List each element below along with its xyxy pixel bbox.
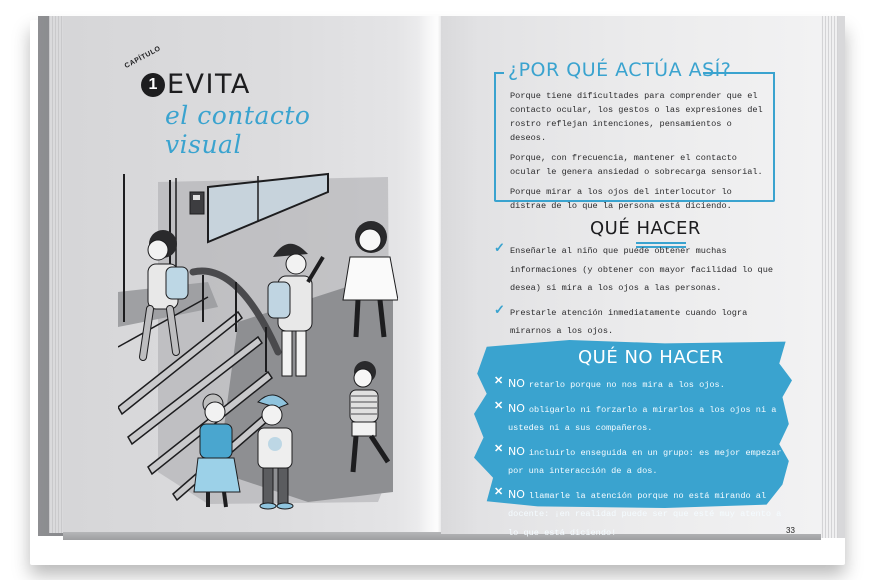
dont-list-item	[494, 399, 784, 436]
school-stairs-illustration	[118, 172, 398, 512]
dont-item-text: obligarlo ni forzarlo a mirarlos a los ojos ni a ustedes ni a sus compañeros.	[508, 404, 777, 433]
dont-list-item	[494, 442, 784, 479]
cross-icon: ✕	[494, 442, 504, 455]
why-paragraph: Porque, con frecuencia, mantener el contacto ocular le genera ansiedad o sobrecarga sensorial.	[510, 153, 763, 177]
no-label: NO	[508, 377, 525, 390]
do-section-title	[590, 218, 701, 239]
chapter-title: EVITA	[167, 69, 251, 100]
page-stack-left	[49, 16, 63, 533]
dont-item-text: llamarle la atención porque no está mirando al docente: ¡en realidad puede ser que esté muy atento a lo que está diciendo!	[508, 490, 782, 538]
do-list	[494, 240, 774, 345]
dont-item-text: retarlo porque no nos mira a los ojos.	[528, 380, 725, 390]
do-list-item	[494, 302, 774, 339]
page-number: 33	[786, 526, 795, 535]
do-item-text: Enseñarle al niño que puede obtener muchas informaciones (y obtener con mayor facilidad lo que desea) si mira a los ojos a las personas.	[510, 246, 774, 293]
cross-icon: ✕	[494, 485, 504, 498]
do-title-prefix: QUÉ	[590, 218, 637, 239]
do-item-text: Prestarle atención inmediatamente cuando logra mirarnos a los ojos.	[510, 307, 748, 336]
no-label: NO	[508, 401, 525, 415]
box-border-top-left	[494, 72, 504, 74]
no-label: NO	[508, 487, 525, 501]
why-paragraph: Porque mirar a los ojos del interlocutor lo distrae de lo que la persona está diciendo.	[510, 187, 732, 211]
chapter-number-badge: 1	[141, 73, 165, 97]
checkmark-icon: ✓	[494, 240, 505, 255]
page-stack-right	[820, 16, 838, 538]
do-list-item	[494, 240, 774, 296]
do-title-emphasis: HACER	[636, 218, 701, 239]
why-section-title: ¿POR QUÉ ACTÚA ASÍ?	[508, 59, 732, 81]
dont-section-title: QUÉ NO HACER	[578, 347, 724, 368]
chapter-label: CAPÍTULO	[123, 45, 163, 70]
dont-list	[494, 374, 784, 546]
chapter-subtitle: el contacto visual	[165, 101, 311, 159]
dont-item-text: incluirlo enseguida en un grupo: es mejor empezar por una interacción de a dos.	[508, 447, 782, 476]
dont-list-item	[494, 374, 784, 393]
chapter-header	[123, 45, 385, 159]
no-label: NO	[508, 444, 525, 458]
checkmark-icon: ✓	[494, 301, 505, 317]
dont-list-item	[494, 485, 784, 541]
cross-icon: ✕	[494, 375, 504, 387]
cross-icon: ✕	[494, 399, 504, 412]
why-paragraph: Porque tiene dificultades para comprender que el contacto ocular, los gestos o las expresiones del rostro reflejan intenciones, pensamientos o deseos.	[510, 91, 763, 143]
why-section-text	[510, 89, 770, 219]
